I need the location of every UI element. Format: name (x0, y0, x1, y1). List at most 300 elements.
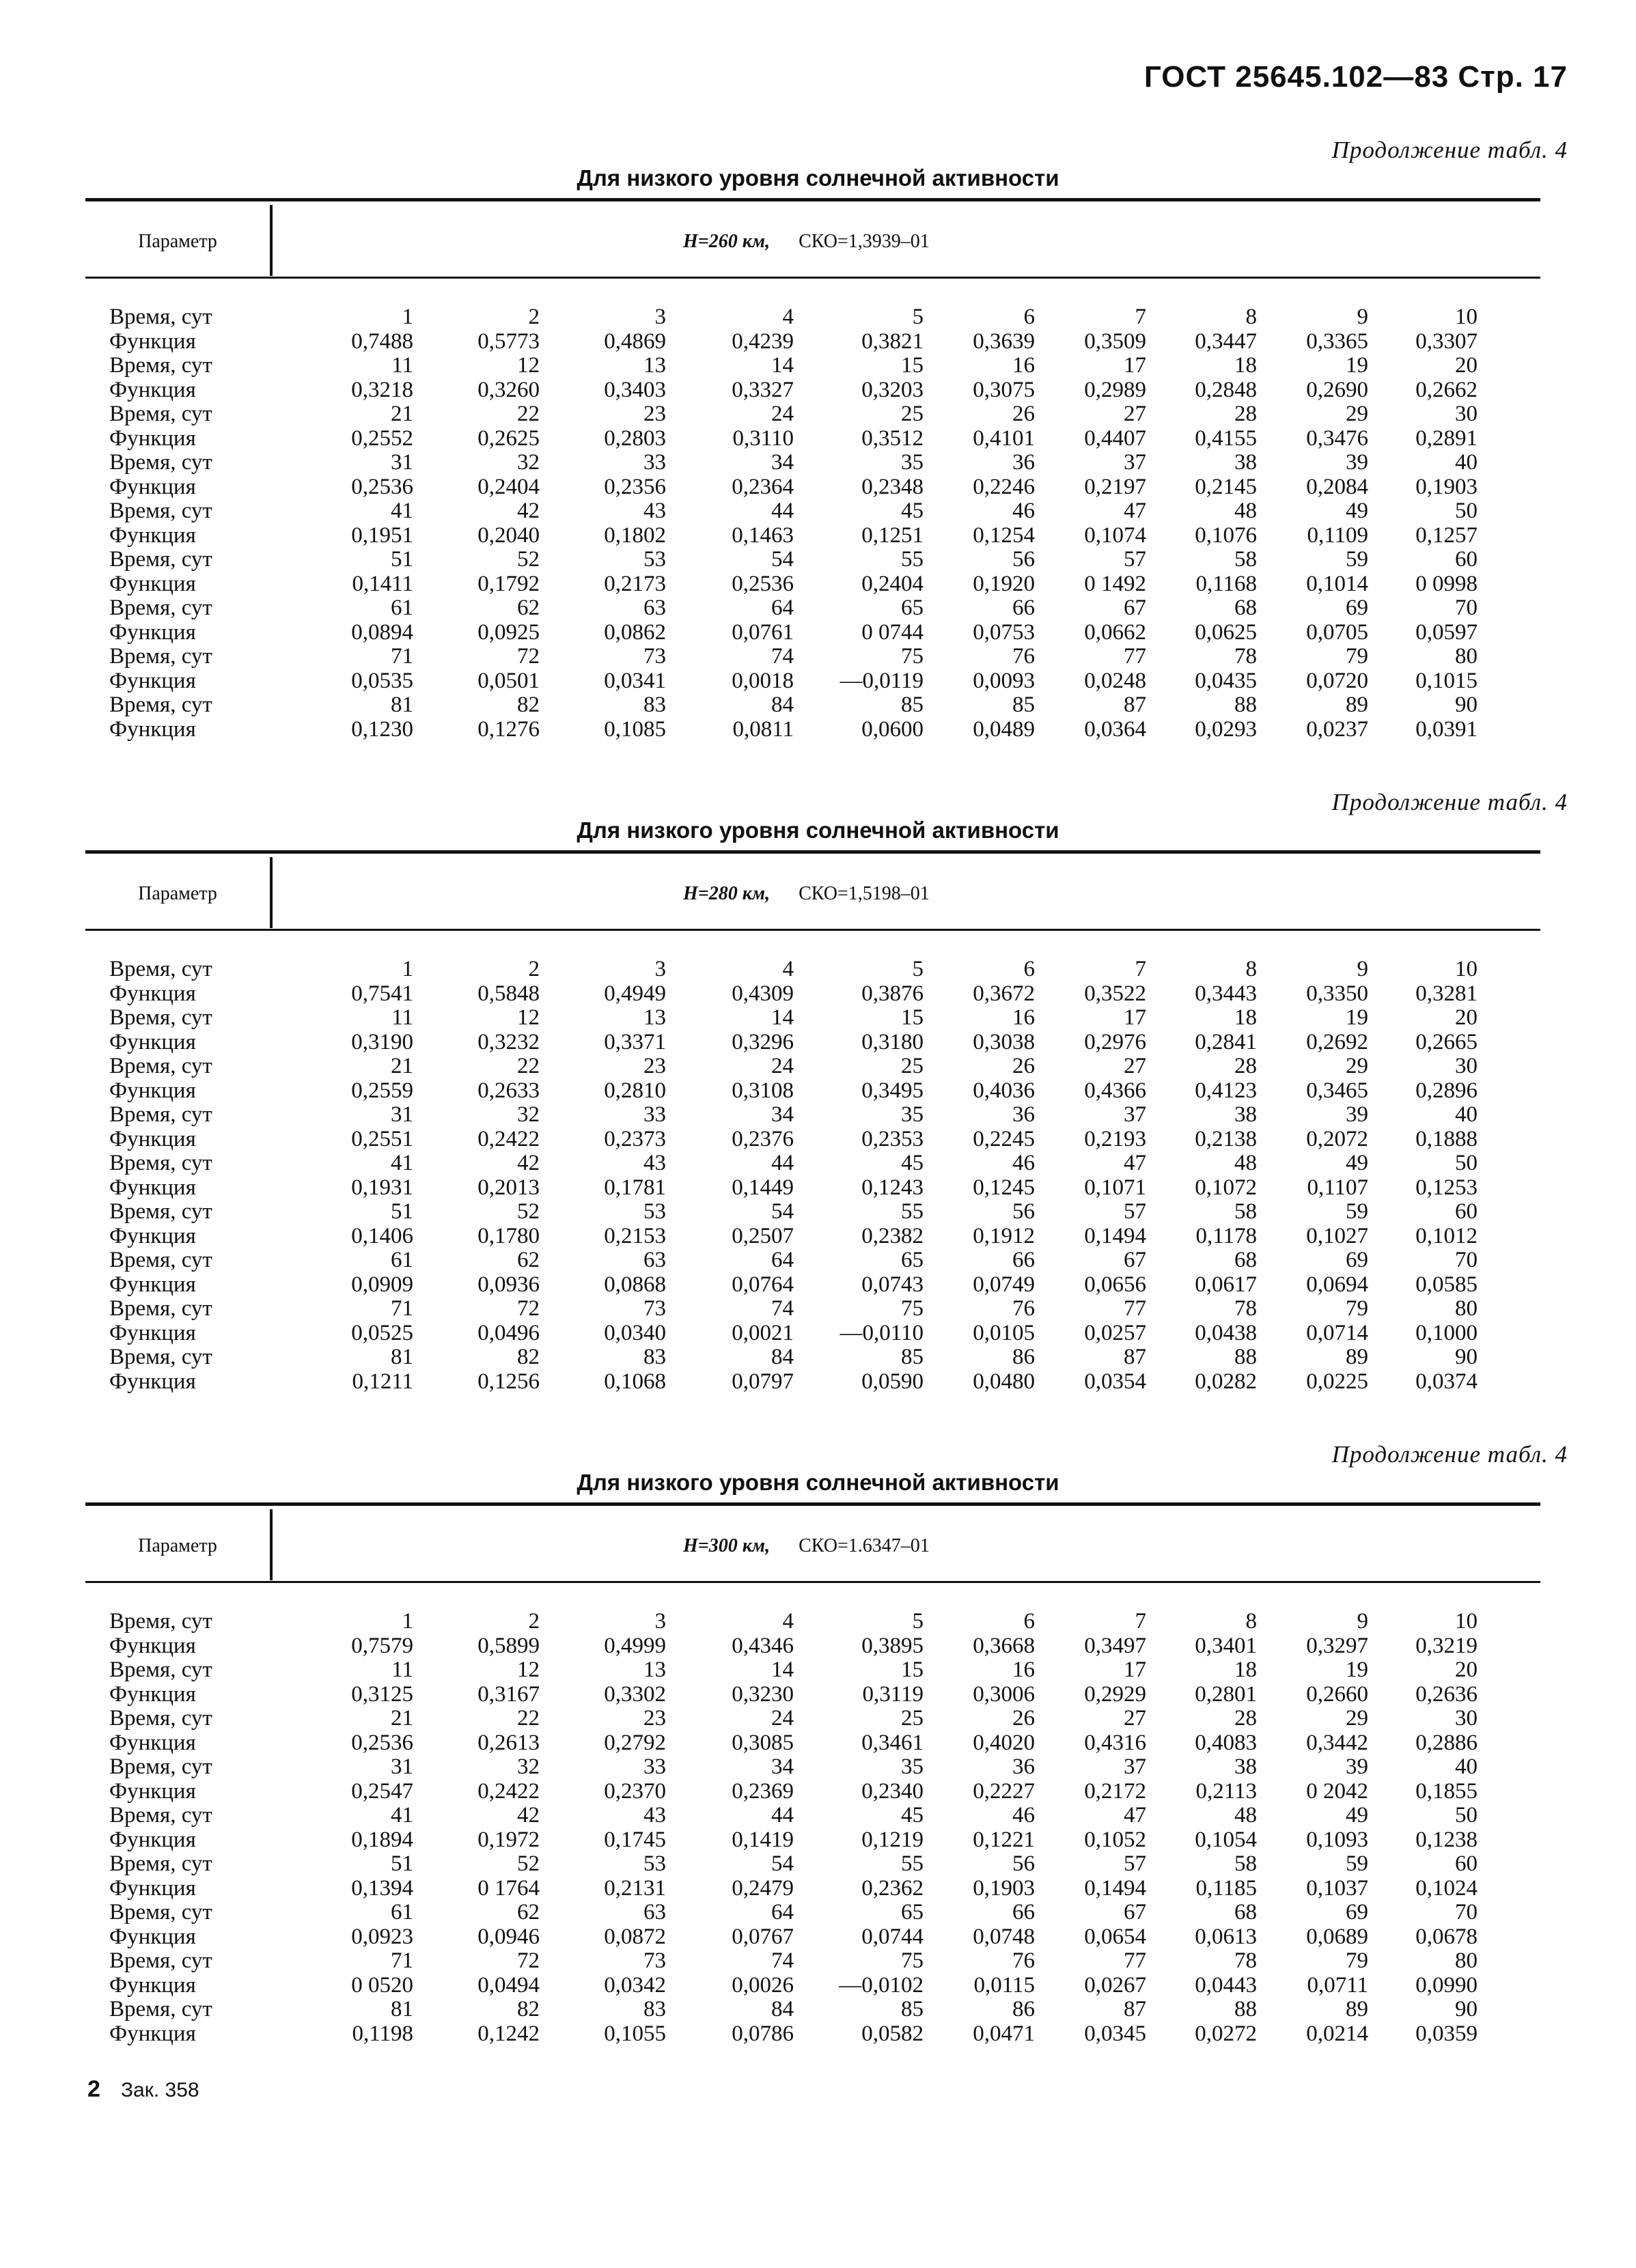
table-cell: 47 (1124, 1151, 1146, 1175)
table-cell: 33 (643, 1754, 666, 1779)
table-cell: 25 (901, 1054, 924, 1078)
table-cell: 0,0471 (973, 2021, 1035, 2046)
table-cell: 0,2507 (732, 1223, 794, 1248)
table-cell: 72 (517, 1296, 540, 1321)
table-cell: 0,3260 (477, 377, 540, 402)
table-cell: 0,3125 (351, 1681, 413, 1707)
table-cell: 70 (1455, 1900, 1478, 1924)
table-cell: 0,3296 (732, 1029, 794, 1054)
data-table (109, 957, 1544, 1394)
table-cell: 0,1792 (477, 571, 540, 596)
table-cell: 0,1024 (1415, 1875, 1478, 1901)
altitude-header (683, 883, 930, 905)
table-cell: 0,2040 (477, 522, 540, 548)
table-cell: 0,0923 (351, 1924, 413, 1949)
row-label: Функция (109, 474, 196, 499)
table-cell: 65 (901, 1900, 924, 1924)
table-cell: 32 (517, 1102, 540, 1127)
table-cell: 65 (901, 1248, 924, 1272)
table-cell: 0,1411 (352, 571, 413, 596)
table-cell: 63 (643, 1248, 666, 1272)
sko-label: СКО=1,3939–01 (799, 231, 930, 252)
row-label: Функция (109, 1078, 196, 1103)
table-cell: 12 (517, 353, 540, 378)
table-cell: 14 (771, 1657, 794, 1682)
table-row (109, 1370, 1544, 1395)
table-cell: 90 (1455, 692, 1478, 717)
row-label: Время, сут (109, 1345, 212, 1369)
table-cell: 0,0391 (1415, 716, 1478, 742)
table-cell: 85 (901, 1997, 924, 2021)
table-cell: 0,2613 (477, 1730, 540, 1755)
table-cell: 0,0753 (973, 619, 1035, 645)
table-cell: 0,2803 (604, 425, 666, 451)
table-cell: 0,3639 (973, 328, 1035, 354)
table-cell: 52 (517, 547, 540, 572)
table-cell: 13 (643, 1005, 666, 1030)
table-cell: 21 (391, 402, 413, 426)
table-cell: 53 (643, 547, 666, 572)
table-cell: 30 (1455, 1706, 1478, 1731)
table-cell: 8 (1245, 1609, 1257, 1634)
table-cell: 48 (1234, 1803, 1257, 1828)
table-cell: 3 (654, 1609, 666, 1634)
table-row (109, 1877, 1544, 1901)
table-cell: 0,0494 (477, 1972, 540, 1998)
table-cell: 68 (1234, 596, 1257, 620)
table-cell: 23 (643, 1706, 666, 1731)
table-cell: 82 (517, 1345, 540, 1369)
table-cell: 69 (1346, 596, 1368, 620)
table-cell: 0,1894 (351, 1827, 413, 1852)
table-cell: 0,2690 (1306, 377, 1368, 402)
table-cell: 0,0694 (1306, 1272, 1368, 1297)
table-cell: 0,1230 (351, 716, 413, 742)
table-cell: 0,1251 (861, 522, 924, 548)
row-label: Функция (109, 981, 196, 1006)
table-cell: 0,2013 (477, 1175, 540, 1200)
table-cell: 82 (517, 1997, 540, 2021)
table-cell: 68 (1234, 1900, 1257, 1924)
table-cell: 23 (643, 402, 666, 426)
table-cell: 0,2370 (604, 1778, 666, 1804)
table-cell: 85 (901, 1345, 924, 1369)
table-cell: 0,0590 (861, 1369, 924, 1394)
table-cell: 0,3281 (1415, 981, 1478, 1006)
table-cell: 16 (1012, 1657, 1035, 1682)
table-row (109, 1828, 1544, 1853)
table-cell: 49 (1346, 1803, 1368, 1828)
table-cell: 0,1055 (604, 2021, 666, 2046)
row-label: Время, сут (109, 644, 212, 669)
table-cell: 62 (517, 1248, 540, 1272)
table-cell: 0,2625 (477, 425, 540, 451)
table-cell: 88 (1234, 1345, 1257, 1369)
table-cell: 0,4036 (973, 1078, 1035, 1103)
table-cell: 56 (1012, 1199, 1035, 1224)
table-cell: 0,0018 (732, 668, 794, 693)
table-row (109, 378, 1544, 403)
table-cell: 0,5899 (477, 1633, 540, 1658)
table-cell: 39 (1346, 1102, 1368, 1127)
table-cell: 0,4407 (1084, 425, 1146, 451)
table-cell: 28 (1234, 1054, 1257, 1078)
table-cell: 0,1238 (1415, 1827, 1478, 1852)
table-cell: 39 (1346, 450, 1368, 475)
row-label: Время, сут (109, 692, 212, 717)
row-label: Время, сут (109, 1054, 212, 1078)
table-cell: 0,0868 (604, 1272, 666, 1297)
table-cell: 0,1802 (604, 522, 666, 548)
table-cell: 47 (1124, 1803, 1146, 1828)
table-cell: 81 (391, 1345, 413, 1369)
table-row (109, 1273, 1544, 1298)
table-cell: 23 (643, 1054, 666, 1078)
table-cell: 24 (771, 1706, 794, 1731)
table-cell: 79 (1346, 644, 1368, 669)
table-cell: 0,2792 (604, 1730, 666, 1755)
table-cell: 0,3371 (604, 1029, 666, 1054)
table-cell: 57 (1124, 1199, 1146, 1224)
table-cell: 0,0443 (1195, 1972, 1257, 1998)
table-cell: 7 (1135, 1609, 1146, 1634)
table-cell: 0,0272 (1195, 2021, 1257, 2046)
table-cell: 0,4101 (973, 425, 1035, 451)
table-cell: 0,0093 (973, 668, 1035, 693)
table-cell: 0,0748 (973, 1924, 1035, 1949)
table-cell: 0,4123 (1195, 1078, 1257, 1103)
table-cell: 89 (1346, 1345, 1368, 1369)
table-cell: 75 (901, 644, 924, 669)
table-cell: 0,2692 (1306, 1029, 1368, 1054)
table-header-rule (85, 277, 1540, 279)
table-cell: 87 (1124, 1345, 1146, 1369)
table-cell: 0,2896 (1415, 1078, 1478, 1103)
row-label: Функция (109, 1175, 196, 1200)
altitude-header (683, 1535, 930, 1557)
table-cell: 38 (1234, 450, 1257, 475)
row-label: Функция (109, 2021, 196, 2046)
row-label: Время, сут (109, 1900, 212, 1924)
table-cell: 7 (1135, 305, 1146, 329)
table-cell: 20 (1455, 1005, 1478, 1030)
table-cell: 0,3821 (861, 328, 924, 354)
table-cell: 3 (654, 957, 666, 981)
table-row (109, 669, 1544, 694)
row-label: Время, сут (109, 1102, 212, 1127)
table-cell: 25 (901, 1706, 924, 1731)
table-cell: 43 (643, 1151, 666, 1175)
row-label: Функция (109, 1972, 196, 1998)
row-label: Время, сут (109, 1803, 212, 1828)
table-cell: 0,0744 (861, 1924, 924, 1949)
table-cell: 15 (901, 1005, 924, 1030)
table-cell: 0,2173 (604, 571, 666, 596)
row-label: Время, сут (109, 1657, 212, 1682)
table-cell: 0,1178 (1195, 1223, 1257, 1248)
row-label: Время, сут (109, 1948, 212, 1973)
table-cell: 0,1254 (973, 522, 1035, 548)
table-cell: 31 (391, 450, 413, 475)
table-cell: 0,3465 (1306, 1078, 1368, 1103)
table-cell: 29 (1346, 402, 1368, 426)
table-cell: 4 (782, 957, 794, 981)
table-cell: 36 (1012, 1754, 1035, 1779)
table-cell: 0,3509 (1084, 328, 1146, 354)
table-cell: 4 (782, 1609, 794, 1634)
table-cell: 0,0767 (732, 1924, 794, 1949)
table-cell: 41 (391, 1151, 413, 1175)
table-cell: 59 (1346, 547, 1368, 572)
table-cell: 0,2976 (1084, 1029, 1146, 1054)
table-cell: 90 (1455, 1345, 1478, 1369)
table-cell: 0,0267 (1084, 1972, 1146, 1998)
table-cell: 0,2072 (1306, 1126, 1368, 1151)
table-cell: 16 (1012, 353, 1035, 378)
table-cell: 0,1494 (1084, 1875, 1146, 1901)
table-cell: 0 0998 (1415, 571, 1478, 596)
table-cell: 49 (1346, 1151, 1368, 1175)
table-cell: 41 (391, 499, 413, 523)
table-cell: 0,0374 (1415, 1369, 1478, 1394)
row-label: Время, сут (109, 1851, 212, 1876)
table-cell: 0,1912 (973, 1223, 1035, 1248)
table-cell: 0,3180 (861, 1029, 924, 1054)
table-cell: 0,3327 (732, 377, 794, 402)
table-cell: 3 (654, 305, 666, 329)
table-cell: 0,3230 (732, 1681, 794, 1707)
table-cell: 0,0501 (477, 668, 540, 693)
table-cell: 0,2841 (1195, 1029, 1257, 1054)
table-cell: 0,0797 (732, 1369, 794, 1394)
table-cell: 19 (1346, 353, 1368, 378)
table-cell: 83 (643, 692, 666, 717)
table-cell: 0,7488 (351, 328, 413, 354)
table-cell: 0,3307 (1415, 328, 1478, 354)
table-cell: 0,1027 (1306, 1223, 1368, 1248)
table-cell: 62 (517, 1900, 540, 1924)
table-cell: 28 (1234, 402, 1257, 426)
table-cell: 17 (1124, 353, 1146, 378)
table-cell: 0,0293 (1195, 716, 1257, 742)
header-divider (270, 857, 273, 928)
row-label: Функция (109, 328, 196, 354)
data-table (109, 305, 1544, 742)
table-cell: 45 (901, 1151, 924, 1175)
table-cell: 13 (643, 1657, 666, 1682)
table-cell: 0,1085 (604, 716, 666, 742)
table-row (109, 1321, 1544, 1346)
table-cell: 0,4366 (1084, 1078, 1146, 1103)
table-cell: 37 (1124, 450, 1146, 475)
table-cell: 17 (1124, 1005, 1146, 1030)
table-cell: 15 (901, 1657, 924, 1682)
header-divider (270, 1509, 273, 1580)
table-cell: 0,4020 (973, 1730, 1035, 1755)
table-cell: 87 (1124, 692, 1146, 717)
table-cell: 9 (1357, 957, 1368, 981)
table-cell: 0,1109 (1307, 522, 1368, 548)
table-row (109, 1079, 1544, 1104)
table-cell: 0,2373 (604, 1126, 666, 1151)
row-label: Функция (109, 1029, 196, 1054)
row-label: Функция (109, 1369, 196, 1394)
table-cell: 75 (901, 1296, 924, 1321)
table-cell: 4 (782, 305, 794, 329)
table-cell: 54 (771, 1199, 794, 1224)
table-cell: 85 (901, 692, 924, 717)
table-cell: 55 (901, 547, 924, 572)
table-cell: 0,3476 (1306, 425, 1368, 451)
table-cell: 0,0705 (1306, 619, 1368, 645)
table-cell: 0,2172 (1084, 1778, 1146, 1804)
table-cell: 0,1903 (973, 1875, 1035, 1901)
table-cell: 56 (1012, 547, 1035, 572)
altitude-header (683, 231, 930, 253)
table-cell: 0,2662 (1415, 377, 1478, 402)
table-cell: 34 (771, 1102, 794, 1127)
table-cell: 0,1951 (351, 522, 413, 548)
table-row (109, 1224, 1544, 1249)
table-cell: 0,3365 (1306, 328, 1368, 354)
table-cell: 19 (1346, 1657, 1368, 1682)
table-row (109, 451, 1544, 475)
table-cell: 53 (643, 1199, 666, 1224)
table-cell: 42 (517, 499, 540, 523)
table-cell: 66 (1012, 596, 1035, 620)
table-cell: 88 (1234, 1997, 1257, 2021)
row-label: Функция (109, 716, 196, 742)
table-cell: 0,3401 (1195, 1633, 1257, 1658)
table-cell: 0,3297 (1306, 1633, 1368, 1658)
table-cell: 78 (1234, 1296, 1257, 1321)
table-cell: 0,7541 (351, 981, 413, 1006)
table-cell: 0,0525 (351, 1320, 413, 1345)
table-cell: 0,0214 (1306, 2021, 1368, 2046)
table-cell: 0,0021 (732, 1320, 794, 1345)
table-cell: 0,1781 (604, 1175, 666, 1200)
table-cell: 0,2479 (732, 1875, 794, 1901)
table-cell: 5 (912, 305, 924, 329)
table-top-rule (85, 850, 1540, 854)
table-cell: 0,3006 (973, 1681, 1035, 1707)
table-cell: 0,1052 (1084, 1827, 1146, 1852)
table-cell: 0,1245 (973, 1175, 1035, 1200)
table-cell: 57 (1124, 547, 1146, 572)
table-cell: 72 (517, 644, 540, 669)
table-cell: 24 (771, 402, 794, 426)
table-cell: 1 (402, 957, 413, 981)
row-label: Время, сут (109, 1609, 212, 1634)
table-cell: 0,0613 (1195, 1924, 1257, 1949)
table-cell: 84 (771, 1997, 794, 2021)
table-row (109, 1658, 1544, 1683)
table-cell: 45 (901, 1803, 924, 1828)
table-header-rule (85, 929, 1540, 931)
table-cell: 0,1211 (352, 1369, 413, 1394)
table-cell: 0,3350 (1306, 981, 1368, 1006)
table-cell: 31 (391, 1102, 413, 1127)
table-cell: 72 (517, 1948, 540, 1973)
table-cell: 54 (771, 1851, 794, 1876)
table-row (109, 957, 1544, 982)
table-cell: 0,3512 (861, 425, 924, 451)
table-cell: 0,2376 (732, 1126, 794, 1151)
row-label: Время, сут (109, 305, 212, 329)
table-cell: 61 (391, 1248, 413, 1272)
table-cell: 0,0435 (1195, 668, 1257, 693)
table-cell: 5 (912, 1609, 924, 1634)
table-cell: 0,1185 (1195, 1875, 1257, 1901)
table-cell: 0,2886 (1415, 1730, 1478, 1755)
table-cell: 0,3038 (973, 1029, 1035, 1054)
table-cell: 0,0925 (477, 619, 540, 645)
row-label: Функция (109, 571, 196, 596)
table-cell: 47 (1124, 499, 1146, 523)
table-cell: 73 (643, 1296, 666, 1321)
table-cell: 60 (1455, 1199, 1478, 1224)
table-cell: 0,1242 (477, 2021, 540, 2046)
table-cell: 0,0656 (1084, 1272, 1146, 1297)
table-cell: 0,3668 (973, 1633, 1035, 1658)
table-cell: 0,1014 (1306, 571, 1368, 596)
row-label: Время, сут (109, 402, 212, 426)
table-cell: 0,1076 (1195, 522, 1257, 548)
table-cell: 60 (1455, 547, 1478, 572)
table-row (109, 1852, 1544, 1877)
table-cell: 60 (1455, 1851, 1478, 1876)
table-cell: 29 (1346, 1706, 1368, 1731)
table-cell: 58 (1234, 1199, 1257, 1224)
table-cell: 13 (643, 353, 666, 378)
table-cell: 0,0535 (351, 668, 413, 693)
table-cell: 0,1494 (1084, 1223, 1146, 1248)
table-cell: 42 (517, 1803, 540, 1828)
table-cell: 2 (528, 957, 540, 981)
table-cell: 0,3672 (973, 981, 1035, 1006)
table-cell: 0,1276 (477, 716, 540, 742)
table-cell: 0,3075 (973, 377, 1035, 402)
continuation-note: Продолжение табл. 4 (1331, 137, 1568, 163)
table-cell: 84 (771, 692, 794, 717)
row-label: Функция (109, 377, 196, 402)
table-cell: 0,2801 (1195, 1681, 1257, 1707)
table-row (109, 1103, 1544, 1128)
table-cell: 79 (1346, 1948, 1368, 1973)
table-cell: 0,0617 (1195, 1272, 1257, 1297)
table-cell: 0,5848 (477, 981, 540, 1006)
table-cell: 0,1015 (1415, 668, 1478, 693)
table-cell: 0,2552 (351, 425, 413, 451)
table-cell: 0,2660 (1306, 1681, 1368, 1707)
table-cell: 63 (643, 596, 666, 620)
table-cell: 77 (1124, 644, 1146, 669)
table-row (109, 1974, 1544, 1998)
row-label: Функция (109, 1730, 196, 1755)
table-cell: 0,2848 (1195, 377, 1257, 402)
table-cell: 0,0340 (604, 1320, 666, 1345)
data-table (109, 1610, 1544, 2046)
table-cell: 0,2422 (477, 1778, 540, 1804)
table-cell: 40 (1455, 1102, 1478, 1127)
row-label: Время, сут (109, 1248, 212, 1272)
row-label: Время, сут (109, 596, 212, 620)
table-cell: 0,2665 (1415, 1029, 1478, 1054)
table-row (109, 718, 1544, 742)
table-cell: 66 (1012, 1900, 1035, 1924)
table-cell: 0,0946 (477, 1924, 540, 1949)
table-row (109, 1345, 1544, 1370)
